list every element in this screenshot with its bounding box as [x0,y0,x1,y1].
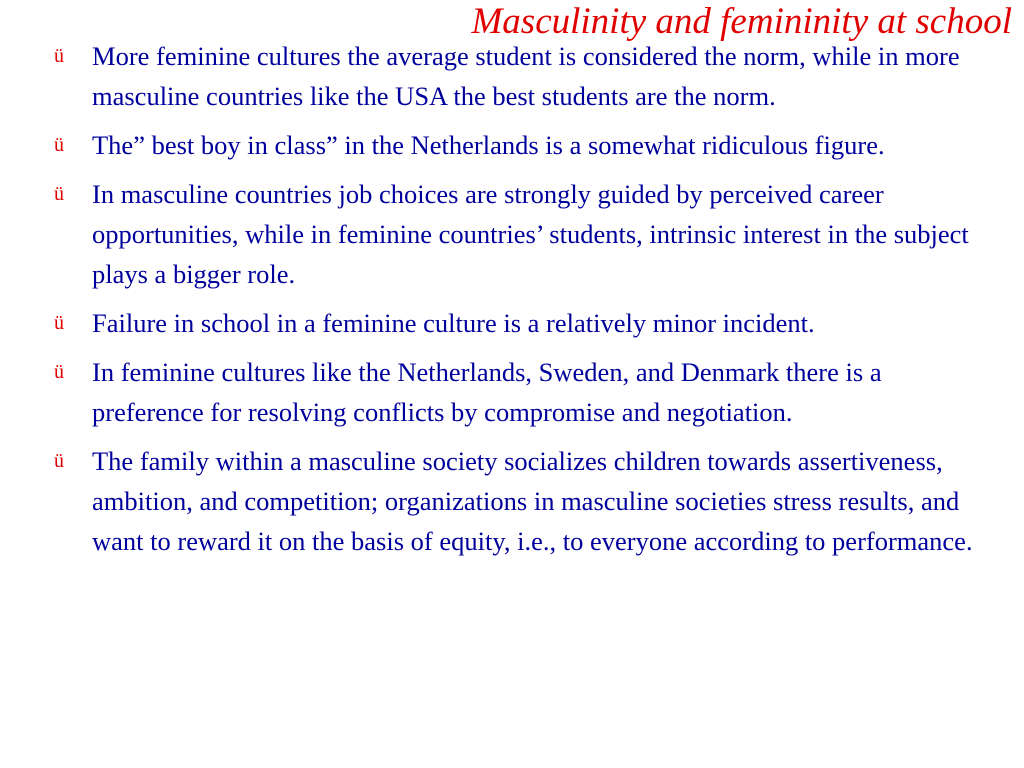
checkmark-bullet-icon: ü [54,361,64,383]
bullet-item [54,303,984,343]
checkmark-bullet-icon: ü [54,183,64,205]
checkmark-bullet-icon: ü [54,134,64,156]
bullet-text: Failure in school in a feminine culture is a relatively minor incident. [92,308,815,338]
bullet-item [54,125,984,165]
bullet-text: The family within a masculine society socializes children towards assertiveness, ambition, and competition; organizations in masculine societies stress results, and want to reward it on the basis of equity, i.e., to everyone according to performance. [92,446,973,556]
bullet-item [54,36,984,116]
bullet-text: More feminine cultures the average student is considered the norm, while in more masculine countries like the USA the best students are the norm. [92,41,960,111]
checkmark-bullet-icon: ü [54,312,64,334]
bullet-item [54,352,984,432]
bullet-list [54,36,984,570]
bullet-text: In feminine cultures like the Netherlands, Sweden, and Denmark there is a preference for resolving conflicts by compromise and negotiation. [92,357,882,427]
bullet-text: The” best boy in class” in the Netherlands is a somewhat ridiculous figure. [92,130,885,160]
bullet-item [54,174,984,294]
checkmark-bullet-icon: ü [54,450,64,472]
slide-title: Masculinity and femininity at school [471,1,1012,42]
checkmark-bullet-icon: ü [54,45,64,67]
bullet-item [54,441,984,561]
bullet-text: In masculine countries job choices are strongly guided by perceived career opportunities, while in feminine countries’ students, intrinsic interest in the subject plays a bigger role. [92,179,969,289]
